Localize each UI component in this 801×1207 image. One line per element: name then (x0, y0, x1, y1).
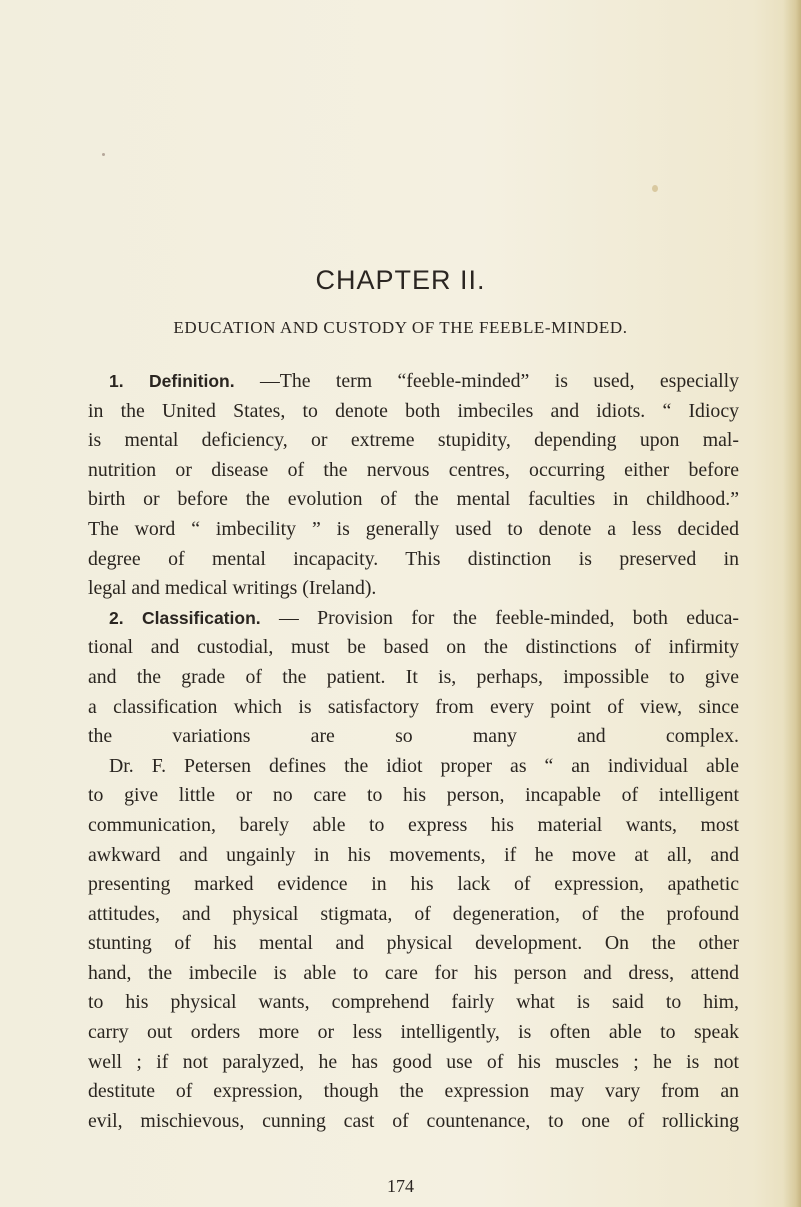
text-line: nutrition or disease of the nervous centres, occurring either before (88, 458, 739, 481)
text-line: legal and medical writings (Ireland). (88, 577, 377, 600)
paper-speck (652, 185, 658, 192)
text-line: carry out orders more or less intelligently, is often able to speak (88, 1021, 739, 1044)
paper-speck (102, 153, 105, 156)
text-line: presenting marked evidence in his lack of expression, apathetic (88, 873, 739, 896)
text-line: a classification which is satisfactory from every point of view, since (88, 695, 739, 718)
text-line: and the grade of the patient. It is, perhaps, impossible to give (88, 665, 739, 688)
text-line: the variations are so many and complex. (88, 725, 739, 748)
text-line: well ; if not paralyzed, he has good use of his muscles ; he is not (88, 1050, 739, 1073)
text-line: communication, barely able to express his material wants, most (88, 813, 739, 836)
page-number: 174 (387, 1176, 414, 1196)
text-line: hand, the imbecile is able to care for his person and dress, attend (88, 961, 739, 984)
text-line: birth or before the evolution of the mental faculties in childhood.” (88, 488, 739, 511)
text-line: degree of mental incapacity. This distinction is preserved in (88, 547, 739, 570)
text-line: to his physical wants, comprehend fairly what is said to him, (88, 991, 739, 1014)
chapter-heading: CHAPTER II. (315, 265, 486, 295)
section-heading: Definition. (149, 371, 235, 391)
text-line: tional and custodial, must be based on the distinctions of infirmity (88, 636, 739, 659)
text-line: destitute of expression, though the expression may vary from an (88, 1080, 739, 1103)
text-line: to give little or no care to his person, incapable of intelligent (88, 784, 739, 807)
chapter-title: EDUCATION AND CUSTODY OF THE FEEBLE-MINDED. (173, 318, 628, 337)
body-text (88, 367, 739, 1136)
text-line: evil, mischievous, cunning cast of countenance, to one of rollicking (88, 1109, 739, 1132)
page-edge-shading (783, 0, 801, 1207)
text-line: The word “ imbecility ” is generally used to denote a less decided (88, 517, 739, 540)
section-heading: 2. (109, 607, 124, 628)
text-line: attitudes, and physical stigmata, of degeneration, of the profound (88, 902, 739, 925)
text-line: in the United States, to denote both imbeciles and idiots. “ Idiocy (88, 399, 739, 422)
text-line: awkward and ungainly in his movements, if he move at all, and (88, 843, 739, 866)
text-line: 1. Definition. —The term “feeble-minded” is used, especially (109, 370, 739, 392)
section-heading: Classification. (141, 607, 261, 628)
text-line: stunting of his mental and physical development. On the other (88, 932, 739, 955)
text-line: 2. Classification. — Provision for the feeble-minded, both educa- (109, 606, 739, 629)
section-heading: 1. (109, 371, 124, 391)
text-line: is mental deficiency, or extreme stupidity, depending upon mal- (88, 429, 739, 452)
text-line: Dr. F. Petersen defines the idiot proper as “ an individual able (109, 754, 739, 777)
